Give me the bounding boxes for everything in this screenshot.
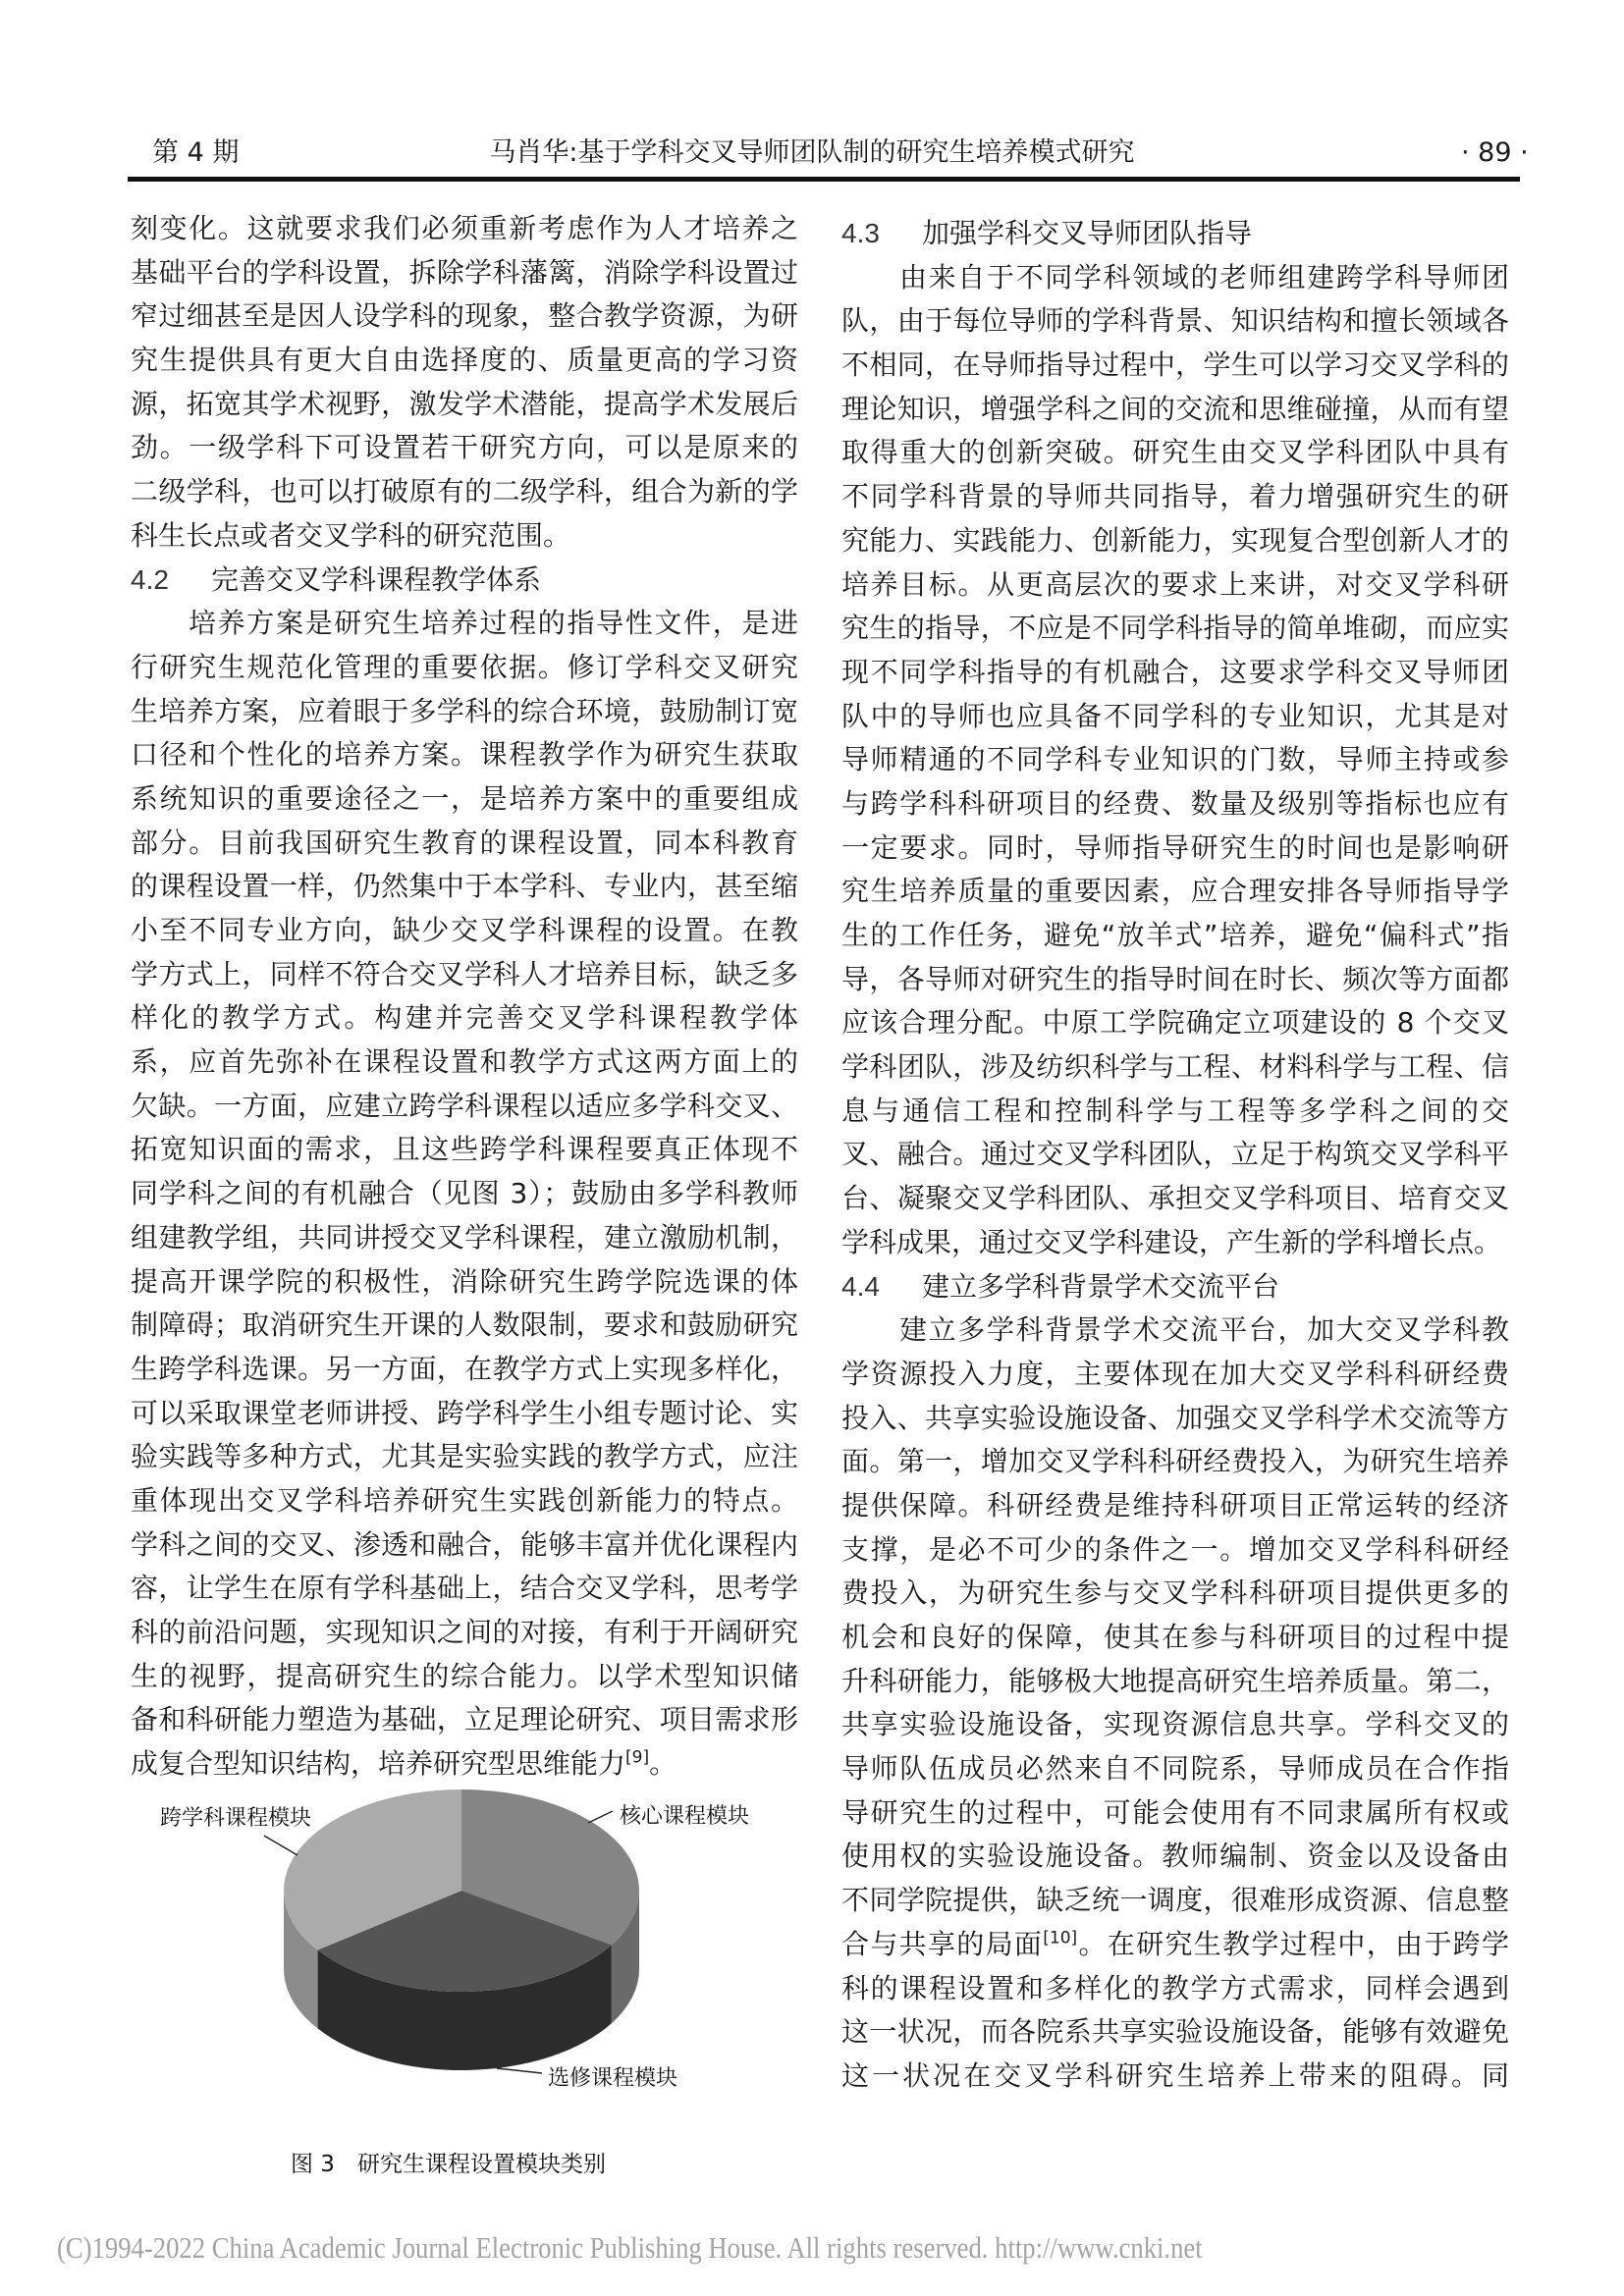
text-line: 共享实验设施设备，实现资源信息共享。学科交叉的 xyxy=(841,1708,1509,1741)
text-line: 小至不同专业方向，缺少交叉学科课程的设置。在教 xyxy=(131,914,798,946)
text-line: 基础平台的学科设置，拆除学科藩篱，消除学科设置过 xyxy=(131,255,798,289)
text-line: 导研究生的过程中，可能会使用有不同隶属所有权或 xyxy=(841,1795,1509,1829)
text-line: 拓宽知识面的需求，且这些跨学科课程要真正体现不 xyxy=(131,1133,798,1166)
text-line xyxy=(841,1923,1509,1967)
text-line: 样化的教学方式。构建并完善交叉学科课程教学体 xyxy=(131,1001,798,1035)
text-segment: 成复合型知识结构，培养研究型思维能力 xyxy=(131,1747,626,1781)
text-line: 导，各导师对研究生的指导时间在时长、频次等方面都 xyxy=(841,962,1509,995)
text-line: 口径和个性化的培养方案。课程教学作为研究生获取 xyxy=(131,738,798,772)
text-line: 组建教学组，共同讲授交叉学科课程，建立激励机制， xyxy=(131,1220,798,1254)
figure-caption: 图 3 研究生课程设置模块类别 xyxy=(291,2152,606,2177)
section-number: 4.3 xyxy=(841,218,880,248)
leader-line-core xyxy=(588,1811,613,1823)
text-line: 台、凝聚交叉学科团队、承担交叉学科项目、培育交叉 xyxy=(841,1182,1509,1215)
pie-label-core: 核心课程模块 xyxy=(620,1804,750,1829)
leader-line-elective xyxy=(497,2068,542,2073)
text-line: 不同学院提供，缺乏统一调度，很难形成资源、信息整 xyxy=(841,1884,1509,1917)
text-line: 叉、融合。通过交叉学科团队，立足于构筑交叉学科平 xyxy=(841,1138,1509,1171)
text-line: 由来自于不同学科领域的老师组建跨学科导师团 xyxy=(899,260,1509,294)
running-header-title: 马肖华:基于学科交叉导师团队制的研究生培养模式研究 xyxy=(489,137,1135,168)
text-line: 学科之间的交叉、渗透和融合，能够丰富并优化课程内 xyxy=(131,1527,798,1561)
text-segment: 。 xyxy=(649,1747,677,1781)
text-line: 建立多学科背景学术交流平台，加大交叉学科教 xyxy=(899,1313,1509,1347)
text-line: 可以采取课堂老师讲授、跨学科学生小组专题讨论、实 xyxy=(131,1396,798,1429)
text-line: 理论知识，增强学科之间的交流和思维碰撞，从而有望 xyxy=(841,392,1509,425)
text-line: 学方式上，同样不符合交叉学科人才培养目标，缺乏多 xyxy=(131,957,798,990)
pie-label-elective: 选修课程模块 xyxy=(548,2066,678,2091)
text-line: 提供保障。科研经费是维持科研项目正常运转的经济 xyxy=(841,1488,1509,1522)
text-line: 窄过细甚至是因人设学科的现象，整合教学资源，为研 xyxy=(131,299,798,333)
text-line: 科的前沿问题，实现知识之间的对接，有利于开阔研究 xyxy=(131,1616,798,1648)
text-line: 这一状况，而各院系共享实验设施设备，能够有效避免 xyxy=(841,2015,1509,2049)
text-line: 生的视野，提高研究生的综合能力。以学术型知识储 xyxy=(131,1659,798,1692)
text-segment: 合与共享的局面 xyxy=(841,1927,1044,1960)
text-line: 这一状况在交叉学科研究生培养上带来的阻碍。同 xyxy=(841,2058,1509,2092)
text-line: 不相同，在导师指导过程中，学生可以学习交叉学科的 xyxy=(841,348,1509,382)
text-line: 导师精通的不同学科专业知识的门数，导师主持或参 xyxy=(841,743,1509,776)
text-line: 科的课程设置和多样化的教学方式需求，同样会遇到 xyxy=(841,1971,1509,2004)
text-line: 面。第一，增加交叉学科科研经费投入，为研究生培养 xyxy=(841,1445,1509,1478)
text-line: 费投入，为研究生参与交叉学科科研项目提供更多的 xyxy=(841,1576,1509,1610)
citation-ref: [9] xyxy=(625,1747,650,1768)
text-line: 科生长点或者交叉学科的研究范围。 xyxy=(131,518,571,552)
text-line: 制障碍；取消研究生开课的人数限制，要求和鼓励研究 xyxy=(131,1308,798,1342)
text-line: 同学科之间的有机融合（见图 3）；鼓励由多学科教师 xyxy=(131,1177,798,1210)
text-line: 导师队伍成员必然来自不同院系，导师成员在合作指 xyxy=(841,1752,1509,1786)
text-line: 究生培养质量的重要因素，应合理安排各导师指导学 xyxy=(841,875,1509,908)
text-line: 提高开课学院的积极性，消除研究生跨学院选课的体 xyxy=(131,1264,798,1298)
text-line: 劲。一级学科下可设置若干研究方向，可以是原来的 xyxy=(131,431,798,464)
text-line: 验实践等多种方式，尤其是实验实践的教学方式，应注 xyxy=(131,1440,798,1473)
text-line: 备和科研能力塑造为基础，立足理论研究、项目需求形 xyxy=(131,1703,798,1736)
text-line: 行研究生规范化管理的重要依据。修订学科交叉研究 xyxy=(131,650,798,683)
leader-line-cross xyxy=(264,1836,298,1855)
text-line: 学科成果，通过交叉学科建设，产生新的学科增长点。 xyxy=(841,1225,1502,1258)
pie-chart xyxy=(128,1777,815,2199)
text-line: 培养目标。从更高层次的要求上来讲，对交叉学科研 xyxy=(841,567,1509,601)
text-line: 究生提供具有更大自由选择度的、质量更高的学习资 xyxy=(131,344,798,377)
section-heading xyxy=(841,212,1509,256)
text-line: 容，让学生在原有学科基础上，结合交叉学科，思考学 xyxy=(131,1572,798,1605)
section-heading xyxy=(841,1265,1509,1309)
text-line: 生跨学科选课。另一方面，在教学方式上实现多样化， xyxy=(131,1352,798,1385)
text-line: 现不同学科指导的有机融合，这要求学科交叉导师团 xyxy=(841,655,1509,688)
section-title: 建立多学科背景学术交流平台 xyxy=(922,1269,1280,1303)
section-number: 4.2 xyxy=(131,563,169,595)
citation-ref: [10] xyxy=(1043,1928,1078,1949)
text-line: 生培养方案，应着眼于多学科的综合环境，鼓励制订宽 xyxy=(131,694,798,727)
section-title: 加强学科交叉导师团队指导 xyxy=(922,217,1253,249)
right-column xyxy=(841,212,1509,2099)
text-line: 升科研能力，能够极大地提高研究生培养质量。第二， xyxy=(841,1664,1509,1697)
text-line: 欠缺。一方面，应建立跨学科课程以适应多学科交叉、 xyxy=(131,1089,798,1122)
text-line: 学资源投入力度，主要体现在加大交叉学科科研经费 xyxy=(841,1357,1509,1390)
text-line: 取得重大的创新突破。研究生由交叉学科团队中具有 xyxy=(841,436,1509,469)
text-line: 队，由于每位导师的学科背景、知识结构和擅长领域各 xyxy=(841,304,1509,338)
running-header-issue: 第 4 期 xyxy=(152,137,240,168)
left-column xyxy=(131,207,798,1787)
text-line: 息与通信工程和控制科学与工程等多学科之间的交 xyxy=(841,1094,1509,1127)
text-line: 投入、共享实验设施设备、加强交叉学科学术交流等方 xyxy=(841,1401,1509,1434)
text-line: 系，应首先弥补在课程设置和教学方式这两方面上的 xyxy=(131,1045,798,1079)
text-line: 系统知识的重要途径之一，是培养方案中的重要组成 xyxy=(131,781,798,815)
text-line: 源，拓宽其学术视野，激发学术潜能，提高学术发展后 xyxy=(131,387,798,420)
text-line: 生的工作任务，避免“放羊式”培养，避免“偏科式”指 xyxy=(841,919,1509,951)
text-line: 与跨学科科研项目的经费、数量及级别等指标也应有 xyxy=(841,786,1509,820)
text-line: 的课程设置一样，仍然集中于本学科、专业内，甚至缩 xyxy=(131,870,798,903)
text-line: 使用权的实验设施设备。教师编制、资金以及设备由 xyxy=(841,1840,1509,1873)
text-line: 不同学科背景的导师共同指导，着力增强研究生的研 xyxy=(841,480,1509,513)
section-title: 完善交叉学科课程教学体系 xyxy=(211,562,542,596)
text-line: 部分。目前我国研究生教育的课程设置，同本科教育 xyxy=(131,826,798,859)
text-line: 培养方案是研究生培养过程的指导性文件，是进 xyxy=(189,607,798,640)
page-number: · 89 · xyxy=(1461,137,1529,168)
text-line: 学科团队，涉及纺织科学与工程、材料科学与工程、信 xyxy=(841,1050,1509,1084)
text-line: 究能力、实践能力、创新能力，实现复合型创新人才的 xyxy=(841,523,1509,557)
section-heading xyxy=(131,559,798,603)
text-line: 二级学科，也可以打破原有的二级学科，组合为新的学 xyxy=(131,475,798,508)
header-rule xyxy=(128,177,1520,182)
text-line: 队中的导师也应具备不同学科的专业知识，尤其是对 xyxy=(841,699,1509,732)
copyright-footer: (C)1994-2022 China Academic Journal Electronic Publishing House. All rights reserved. http://www.cnki.net xyxy=(57,2230,1203,2265)
text-line: 机会和良好的保障，使其在参与科研项目的过程中提 xyxy=(841,1621,1509,1653)
section-number: 4.4 xyxy=(841,1270,880,1302)
text-line: 一定要求。同时，导师指导研究生的时间也是影响研 xyxy=(841,830,1509,864)
figure-3 xyxy=(128,1777,815,2199)
text-line: 应该合理分配。中原工学院确定立项建设的 8 个交叉 xyxy=(841,1006,1509,1040)
text-line: 支撑，是必不可少的条件之一。增加交叉学科科研经 xyxy=(841,1532,1509,1566)
pie-label-cross: 跨学科课程模块 xyxy=(160,1806,312,1831)
text-segment: 。在研究生教学过程中，由于跨学 xyxy=(1077,1927,1509,1960)
text-line: 重体现出交叉学科培养研究生实践创新能力的特点。 xyxy=(131,1483,798,1517)
text-line: 究生的指导，不应是不同学科指导的简单堆砌，而应实 xyxy=(841,612,1509,645)
text-line: 刻变化。这就要求我们必须重新考虑作为人才培养之 xyxy=(131,212,798,244)
